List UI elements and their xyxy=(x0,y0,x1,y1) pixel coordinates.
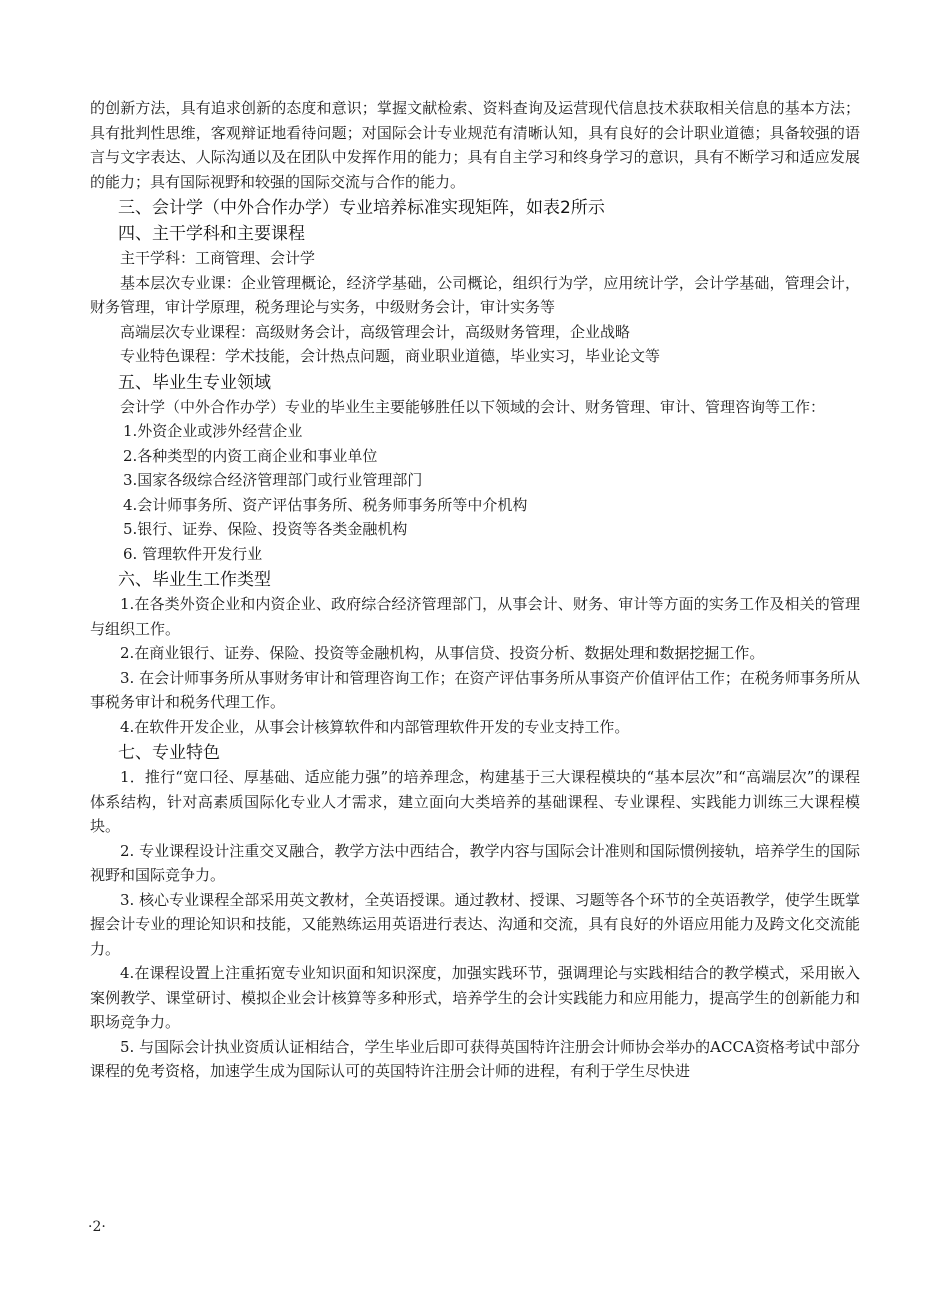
list-item: 2.在商业银行、证券、保险、投资等金融机构，从事信贷、投资分析、数据处理和数据挖掘工作。 xyxy=(120,644,765,662)
list-item: 3. 核心专业课程全部采用英文教材，全英语授课。通过教材、授课、习题等各个环节的全英语教学，使学生既掌握会计专业的理论知识和技能，又能熟练运用英语进行表达、沟通和交流，具有良好的外语应用能力及跨文化交流能力。 xyxy=(90,890,860,958)
list-item: 3.国家各级综合经济管理部门或行业管理部门 xyxy=(123,471,423,489)
advanced-courses: 高端层次专业课程：高级财务会计，高级管理会计，高级财务管理，企业战略 xyxy=(120,322,631,341)
list-item: 1.在各类外资企业和内资企业、政府综合经济管理部门，从事会计、财务、审计等方面的实务工作及相关的管理与组织工作。 xyxy=(90,595,860,638)
intro-paragraph: 的创新方法，具有追求创新的态度和意识；掌握文献检索、资料查询及运营现代信息技术获取相关信息的基本方法；具有批判性思维，客观辩证地看待问题；对国际会计专业规范有清晰认知，具有良好的会计职业道德；具备较强的语言与文字表达、人际沟通以及在团队中发挥作用的能力；具有自主学习和终身学习的意识，具有不断学习和适应发展的能力；具有国际视野和较强的国际交流与合作的能力。 xyxy=(90,99,860,191)
document-page xyxy=(90,96,860,1084)
list-item: 1.外资企业或涉外经营企业 xyxy=(123,422,303,440)
section7-heading: 七、专业特色 xyxy=(118,743,220,763)
section4-heading: 四、主干学科和主要课程 xyxy=(118,224,305,244)
list-item: 4.在课程设置上注重拓宽专业知识面和知识深度，加强实践环节，强调理论与实践相结合的教学模式，采用嵌入案例教学、课堂研讨、模拟企业会计核算等多种形式，培养学生的会计实践能力和应用能力，提高学生的创新能力和职场竞争力。 xyxy=(90,964,860,1031)
list-item: 4.在软件开发企业，从事会计核算软件和内部管理软件开发的专业支持工作。 xyxy=(120,717,630,736)
list-item: 3. 在会计师事务所从事财务审计和管理咨询工作；在资产评估事务所从事资产价值评估工作；在税务师事务所从事税务审计和税务代理工作。 xyxy=(90,668,860,711)
basic-courses: 基本层次专业课：企业管理概论，经济学基础，公司概论，组织行为学，应用统计学，会计学基础，管理会计，财务管理，审计学原理，税务理论与实务，中级财务会计，审计实务等 xyxy=(90,273,860,316)
list-item: 2. 专业课程设计注重交叉融合，教学方法中西结合，教学内容与国际会计准则和国际惯例接轨，培养学生的国际视野和国际竞争力。 xyxy=(90,841,860,884)
list-item: 5. 与国际会计执业资质认证相结合，学生毕业后即可获得英国特许注册会计师协会举办的ACCA资格考试中部分课程的免考资格，加速学生成为国际认可的英国特许注册会计师的进程，有利于学生尽快进 xyxy=(90,1037,860,1080)
list-item: 2.各种类型的内资工商企业和事业单位 xyxy=(123,446,378,465)
page-number: ·2· xyxy=(88,1219,106,1235)
feature-courses: 专业特色课程：学术技能，会计热点问题，商业职业道德，毕业实习，毕业论文等 xyxy=(120,347,661,365)
section5-intro: 会计学（中外合作办学）专业的毕业生主要能够胜任以下领域的会计、财务管理、审计、管理咨询等工作： xyxy=(120,397,826,416)
list-item: 6. 管理软件开发行业 xyxy=(123,544,263,563)
section6-heading: 六、毕业生工作类型 xyxy=(118,570,271,590)
section3-heading: 三、会计学（中外合作办学）专业培养标准实现矩阵，如表2所示 xyxy=(118,198,605,218)
main-subjects: 主干学科：工商管理、会计学 xyxy=(120,249,316,267)
list-item: 5.银行、证券、保险、投资等各类金融机构 xyxy=(123,520,408,538)
section5-heading: 五、毕业生专业领域 xyxy=(118,372,271,393)
list-item: 1．推行“宽口径、厚基础、适应能力强”的培养理念，构建基于三大课程模块的“基本层次”和“高端层次”的课程体系结构，针对高素质国际化专业人才需求，建立面向大类培养的基础课程、专业课程、实践能力训练三大课程模块。 xyxy=(90,768,860,835)
list-item: 4.会计师事务所、资产评估事务所、税务师事务所等中介机构 xyxy=(123,495,528,514)
